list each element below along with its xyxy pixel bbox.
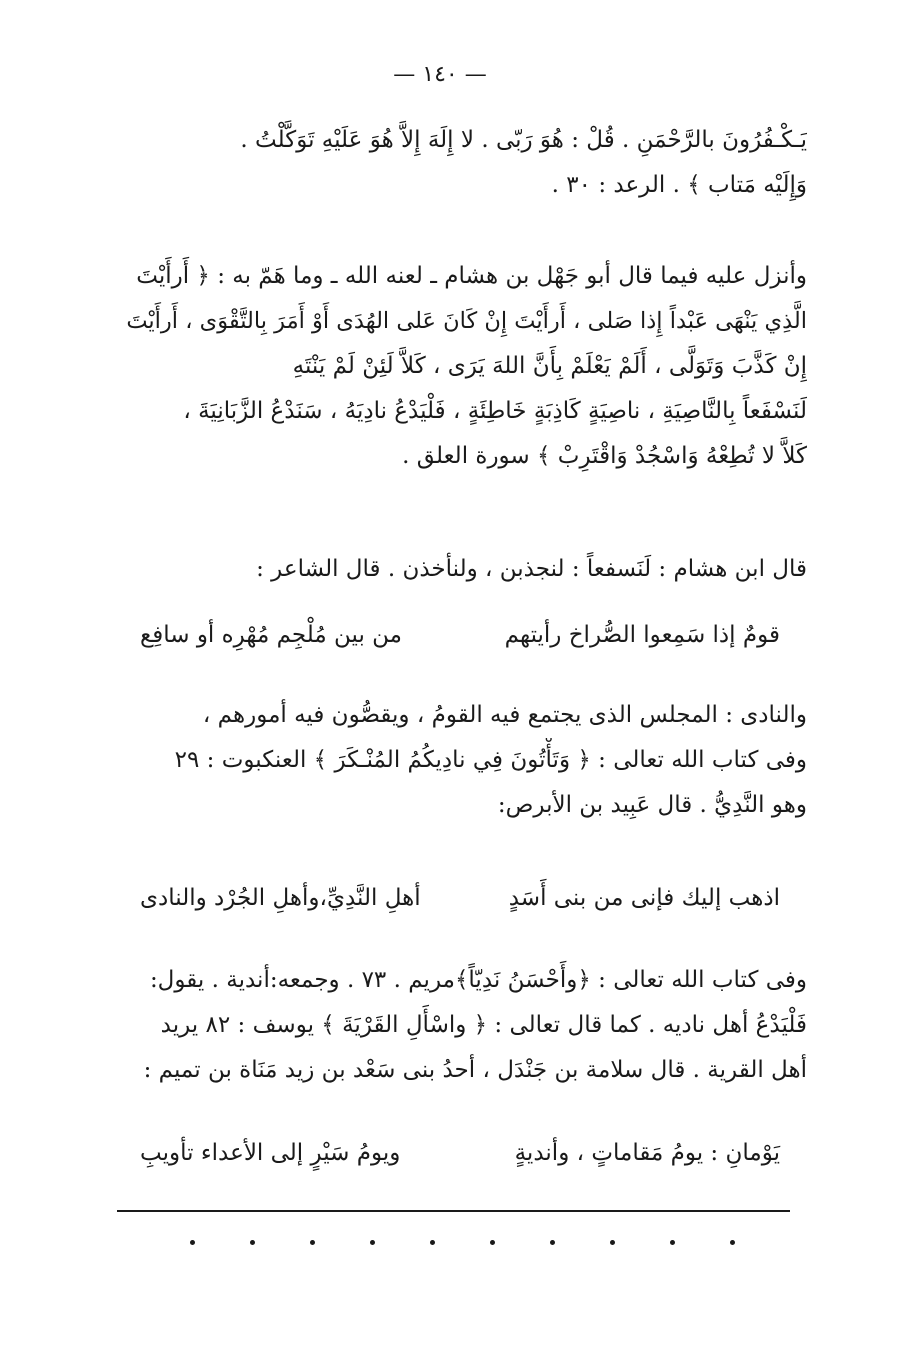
nadi-definition-paragraph — [112, 693, 807, 828]
ornament-dot — [190, 1240, 195, 1245]
footer-divider — [117, 1210, 790, 1212]
quran-continuation-paragraph — [112, 118, 807, 208]
page-number: — ١٤٠ — — [393, 62, 487, 87]
ornament-dot — [250, 1240, 255, 1245]
ornament-dot — [730, 1240, 735, 1245]
ornament-dot — [490, 1240, 495, 1245]
ornament-dot — [430, 1240, 435, 1245]
ornament-dot — [310, 1240, 315, 1245]
footer-dot-ornament — [190, 1240, 735, 1245]
surah-alaq-paragraph — [112, 254, 807, 479]
verse-second-hemistich: ويومُ سَيْرٍ إلى الأعداء تأويبِ — [140, 1140, 401, 1166]
ibn-hisham-note-paragraph — [112, 547, 807, 592]
poetry-verse — [140, 622, 780, 648]
text-line: فَلْيَدْعُ أهل ناديه . كما قال تعالى : ﴿ واسْأَلِ القَرْيَةَ ﴾ يوسف : ٨٢ يريد — [160, 1012, 807, 1038]
text-line: كَلاَّ لا تُطِعْهُ وَاسْجُدْ وَاقْتَرِبْ ﴾ سورة العلق . — [402, 443, 807, 469]
ornament-dot — [670, 1240, 675, 1245]
ornament-dot — [370, 1240, 375, 1245]
text-line: وَإِلَيْه مَتاب ﴾ . الرعد : ٣٠ . — [551, 172, 807, 198]
text-line: والنادى : المجلس الذى يجتمع فيه القومُ ، ويقصُّون فيه أمورهم ، — [202, 702, 807, 728]
verse-second-hemistich: أهلِ النَّدِيِّ،وأهلِ الجُرْد والنادى — [140, 885, 421, 911]
ornament-dot — [550, 1240, 555, 1245]
verse-first-hemistich: قومٌ إذا سَمِعوا الصُّراخ رأيتهم — [504, 622, 780, 648]
poetry-verse — [140, 1140, 780, 1166]
text-line: لَنَسْفَعاً بِالنَّاصِيَةِ ، ناصِيَةٍ كَاذِبَةٍ خَاطِئَةٍ ، فَلْيَدْعُ نادِيَهُ ، سَنَدْعُ الزَّبَانِيَةَ ، — [183, 398, 807, 424]
text-line: إِنْ كَذَّبَ وَتَوَلَّى ، أَلَمْ يَعْلَمْ بِأَنَّ اللهَ يَرَى ، كَلاَّ لَئِنْ لَمْ يَنْتَهِ — [292, 353, 807, 379]
text-line: يَـكْـفُرُونَ بالرَّحْمَنِ . قُلْ : هُوَ رَبّى . لا إِلَهَ إِلاَّ هُوَ عَلَيْهِ تَوَكَّلْتُ . — [240, 127, 807, 153]
verse-first-hemistich: يَوْمانِ : يومُ مَقاماتٍ ، وأنديةٍ — [514, 1140, 780, 1166]
text-line: وفى كتاب الله تعالى : ﴿ وَتَأْتُونَ فِي نادِيكُمُ المُنْـكَرَ ﴾ العنكبوت : ٢٩ — [174, 747, 807, 773]
poetry-verse — [140, 885, 780, 911]
text-line: وفى كتاب الله تعالى : ﴿وأَحْسَنُ نَدِيّاً﴾مريم . ٧٣ . وجمعه:أندية . يقول: — [149, 967, 807, 993]
text-line: قال ابن هشام : لَنَسفعاً : لنجذبن ، ولنأخذن . قال الشاعر : — [256, 556, 807, 582]
text-line: وأنزل عليه فيما قال أبو جَهْل بن هشام ـ لعنه الله ـ وما هَمّ به : ﴿ أَرأَيْتَ — [136, 263, 807, 289]
ornament-dot — [610, 1240, 615, 1245]
text-line: الَّذِي يَنْهَى عَبْداً إِذا صَلى ، أَرأَيْتَ إِنْ كَانَ عَلى الهُدَى أَوْ أَمَرَ بِالتَّقْوَى ، أَرأَيْتَ — [126, 308, 807, 334]
verse-first-hemistich: اذهب إليك فإنى من بنى أَسَدٍ — [508, 885, 780, 911]
text-line: وهو النَّدِيُّ . قال عَبِيد بن الأبرص: — [497, 792, 807, 818]
verse-second-hemistich: من بين مُلْجِم مُهْرِه أو سافِع — [140, 622, 402, 648]
text-line: أهل القرية . قال سلامة بن جَنْدَل ، أحدُ بنى سَعْد بن زيد مَنَاة بن تميم : — [143, 1057, 807, 1083]
nadiyya-plural-paragraph — [112, 958, 807, 1093]
